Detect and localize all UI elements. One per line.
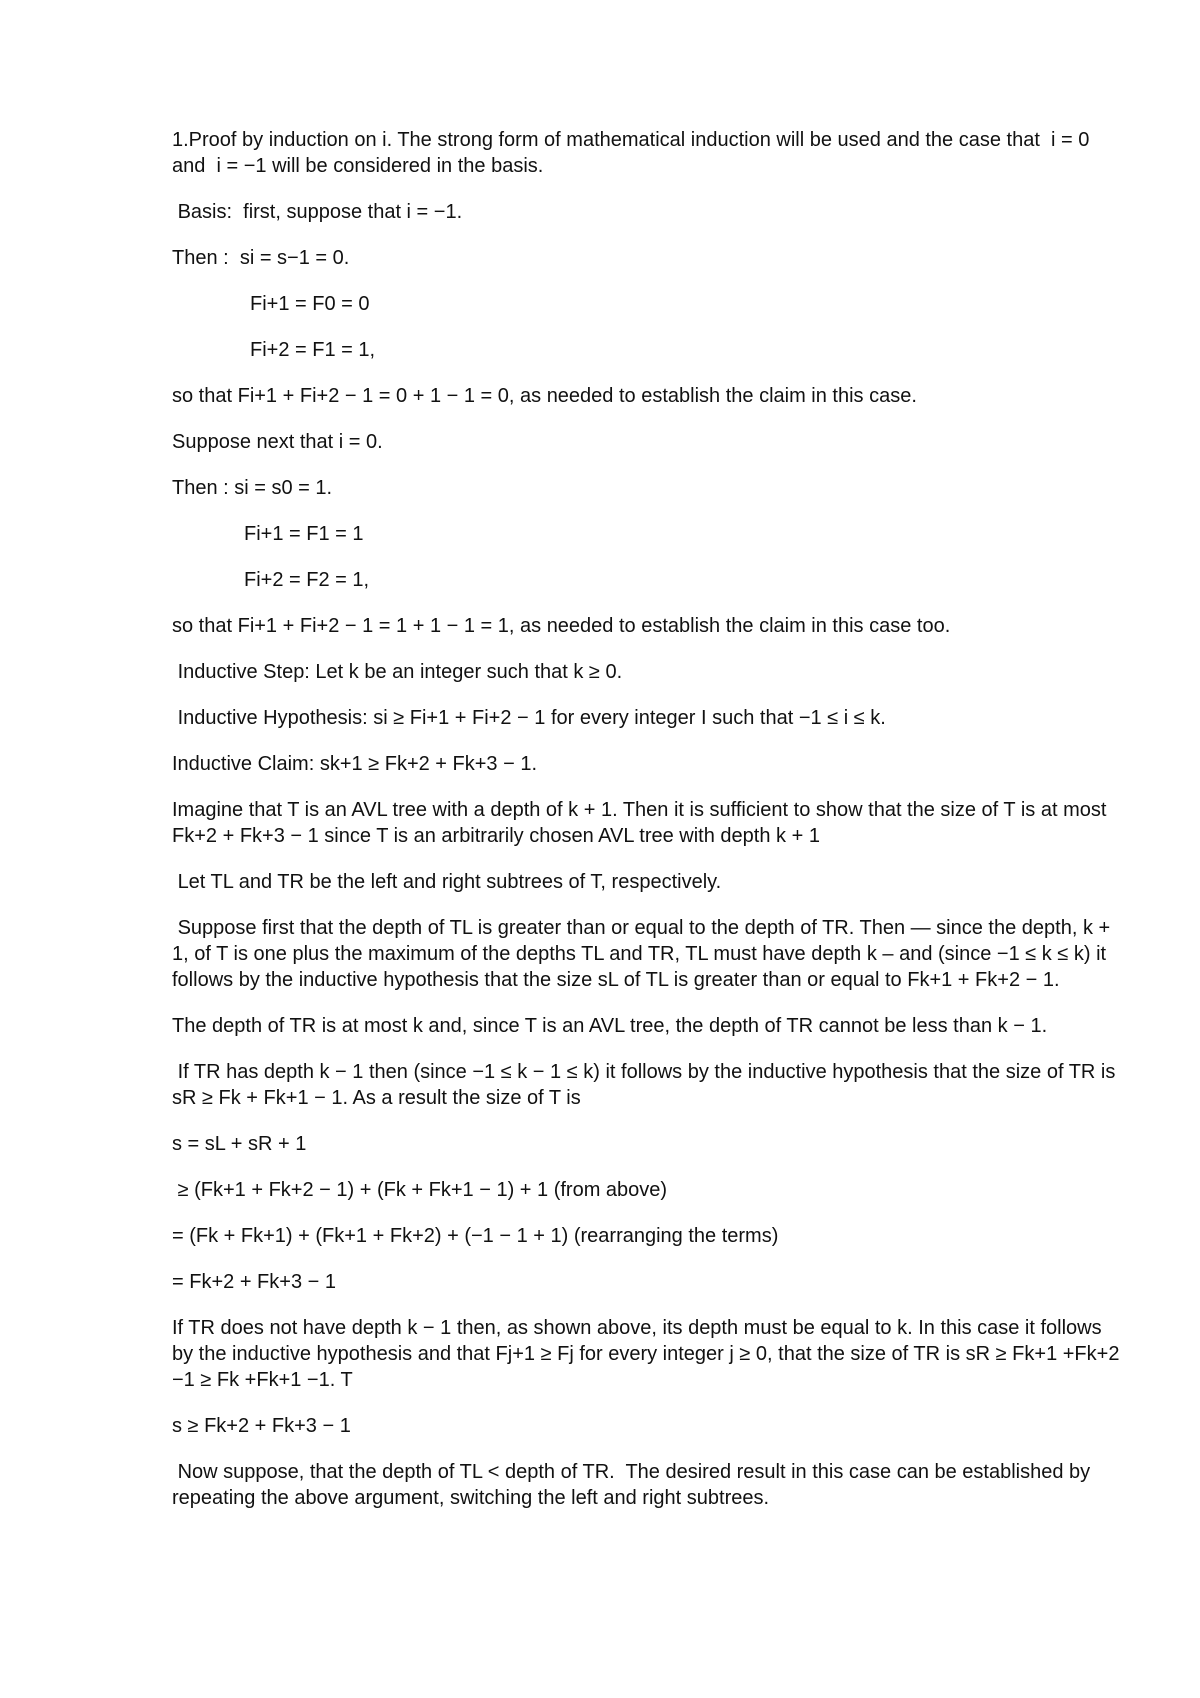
paragraph-intro: 1.Proof by induction on i. The strong form of mathematical induction will be used and the case that i = 0 and i = −1 will be considered in the basis.	[172, 129, 1095, 177]
paragraph-subtrees: Let TL and TR be the left and right subtrees of T, respectively.	[172, 871, 722, 893]
equation-line: ≥ (Fk+1 + Fk+2 − 1) + (Fk + Fk+1 − 1) + 1 (from above)	[172, 1179, 668, 1201]
paragraph-depth-tr: The depth of TR is at most k and, since T is an AVL tree, the depth of TR cannot be less than k − 1.	[172, 1015, 1048, 1037]
equation-line: s = sL + sR + 1	[172, 1133, 307, 1155]
paragraph-suppose-first: Suppose first that the depth of TL is greater than or equal to the depth of TR. Then — since the depth, k + 1, of T is one plus the maximum of the depths TL and TR, TL must have depth k – and (since −1 ≤ k ≤ k) it follows by the inductive hypothesis that the size sL of TL is greater than or equal to Fk+1 + Fk+2 − 1.	[172, 917, 1116, 991]
equation-line: = (Fk + Fk+1) + (Fk+1 + Fk+2) + (−1 − 1 + 1) (rearranging the terms)	[172, 1225, 779, 1247]
paragraph-conclusion-2: so that Fi+1 + Fi+2 − 1 = 1 + 1 − 1 = 1, as needed to establish the claim in this case too.	[172, 615, 951, 637]
paragraph-conclusion-1: so that Fi+1 + Fi+2 − 1 = 0 + 1 − 1 = 0, as needed to establish the claim in this case.	[172, 385, 917, 407]
equation-line: = Fk+2 + Fk+3 − 1	[172, 1271, 336, 1293]
paragraph-now-suppose: Now suppose, that the depth of TL < depth of TR. The desired result in this case can be established by repeating the above argument, switching the left and right subtrees.	[172, 1461, 1096, 1509]
equation-line: Fi+1 = F0 = 0	[250, 293, 370, 315]
paragraph-inductive-hypothesis: Inductive Hypothesis: si ≥ Fi+1 + Fi+2 − 1 for every integer I such that −1 ≤ i ≤ k.	[172, 707, 886, 729]
equation-line: s ≥ Fk+2 + Fk+3 − 1	[172, 1415, 351, 1437]
paragraph-then-1: Then : si = s−1 = 0.	[172, 247, 350, 269]
paragraph-inductive-claim: Inductive Claim: sk+1 ≥ Fk+2 + Fk+3 − 1.	[172, 753, 538, 775]
equation-line: Fi+2 = F2 = 1,	[244, 569, 370, 591]
paragraph-if-not: If TR does not have depth k − 1 then, as shown above, its depth must be equal to k. In this case it follows by the inductive hypothesis and that Fj+1 ≥ Fj for every integer j ≥ 0, that the size of TR is sR ≥ Fk+1 +Fk+2 −1 ≥ Fk +Fk+1 −1. T	[172, 1317, 1126, 1391]
paragraph-then-2: Then : si = s0 = 1.	[172, 477, 333, 499]
paragraph-basis: Basis: first, suppose that i = −1.	[172, 201, 463, 223]
paragraph-imagine: Imagine that T is an AVL tree with a depth of k + 1. Then it is sufficient to show that the size of T is at most Fk+2 + Fk+3 − 1 since T is an arbitrarily chosen AVL tree with depth k + 1	[172, 799, 1112, 847]
paragraph-if-tr: If TR has depth k − 1 then (since −1 ≤ k − 1 ≤ k) it follows by the inductive hypothesis that the size of TR is sR ≥ Fk + Fk+1 − 1. As a result the size of T is	[172, 1061, 1121, 1109]
paragraph-inductive-step: Inductive Step: Let k be an integer such that k ≥ 0.	[172, 661, 623, 683]
equation-line: Fi+2 = F1 = 1,	[250, 339, 376, 361]
paragraph-suppose-next: Suppose next that i = 0.	[172, 431, 383, 453]
equation-line: Fi+1 = F1 = 1	[244, 523, 364, 545]
document-page	[172, 127, 1126, 1531]
